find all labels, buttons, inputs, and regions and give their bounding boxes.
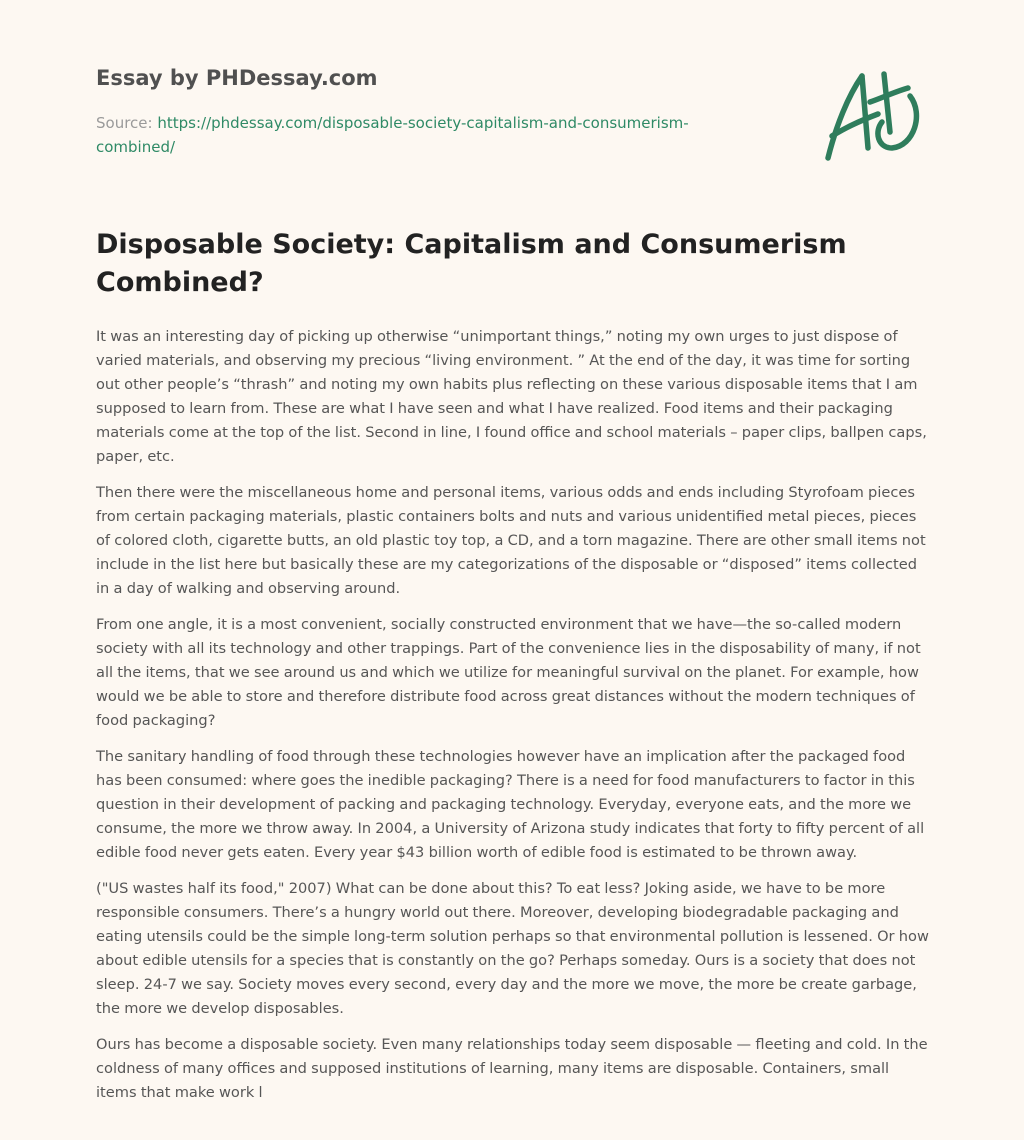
source-line xyxy=(96,111,716,159)
a-plus-logo-icon xyxy=(818,66,930,166)
source-link[interactable]: https://phdessay.com/disposable-society-capitalism-and-consumerism-combined/ xyxy=(96,114,689,156)
source-label: Source: xyxy=(96,114,153,132)
essay-paragraph: Ours has become a disposable society. Even many relationships today seem disposable — fleeting and cold. In the coldness of many offices and supposed institutions of learning, many items are disposable. Containers, small items that make work l xyxy=(96,1036,928,1101)
essay-paragraph: It was an interesting day of picking up otherwise “unimportant things,” noting my own urges to just dispose of varied materials, and observing my precious “living environment. ” At the end of the day, it was time for sorting out other people’s “thrash” and noting my own habits plus reflecting on these various disposable items that I am supposed to learn from. These are what I have seen and what I have realized. Food items and their packaging materials come at the top of the list. Second in line, I found office and school materials – paper clips, ballpen caps, paper, etc. xyxy=(96,328,927,465)
essay-paragraph: From one angle, it is a most convenient, socially constructed environment that we have—the so-called modern society with all its technology and other trappings. Part of the convenience lies in the disposability of many, if not all the items, that we see around us and which we utilize for meaningful survival on the planet. For example, how would we be able to store and therefore distribute food across great distances without the modern techniques of food packaging? xyxy=(96,616,921,729)
site-brand: Essay by PHDessay.com xyxy=(96,66,378,90)
essay-body xyxy=(96,325,932,1117)
essay-paragraph: Then there were the miscellaneous home and personal items, various odds and ends including Styrofoam pieces from certain packaging materials, plastic containers bolts and nuts and various unidentified metal pieces, pieces of colored cloth, cigarette butts, an old plastic toy top, a CD, and a torn magazine. There are other small items not include in the list here but basically these are my categorizations of the disposable or “disposed” items collected in a day of walking and observing around. xyxy=(96,484,926,597)
essay-paragraph: The sanitary handling of food through these technologies however have an implication after the packaged food has been consumed: where goes the inedible packaging? There is a need for food manufacturers to factor in this question in their development of packing and packaging technology. Everyday, everyone eats, and the more we consume, the more we throw away. In 2004, a University of Arizona study indicates that forty to fifty percent of all edible food never gets eaten. Every year $43 billion worth of edible food is estimated to be thrown away. xyxy=(96,748,925,861)
essay-title: Disposable Society: Capitalism and Consumerism Combined? xyxy=(96,229,847,298)
essay-paragraph: ("US wastes half its food," 2007) What can be done about this? To eat less? Joking aside, we have to be more responsible consumers. There’s a hungry world out there. Moreover, developing biodegradable packaging and eating utensils could be the simple long-term solution perhaps so that environmental pollution is lessened. Or how about edible utensils for a species that is constantly on the go? Perhaps someday. Ours is a society that does not sleep. 24-7 we say. Society moves every second, every day and the more we move, the more be create garbage, the more we develop disposables. xyxy=(96,880,929,1017)
